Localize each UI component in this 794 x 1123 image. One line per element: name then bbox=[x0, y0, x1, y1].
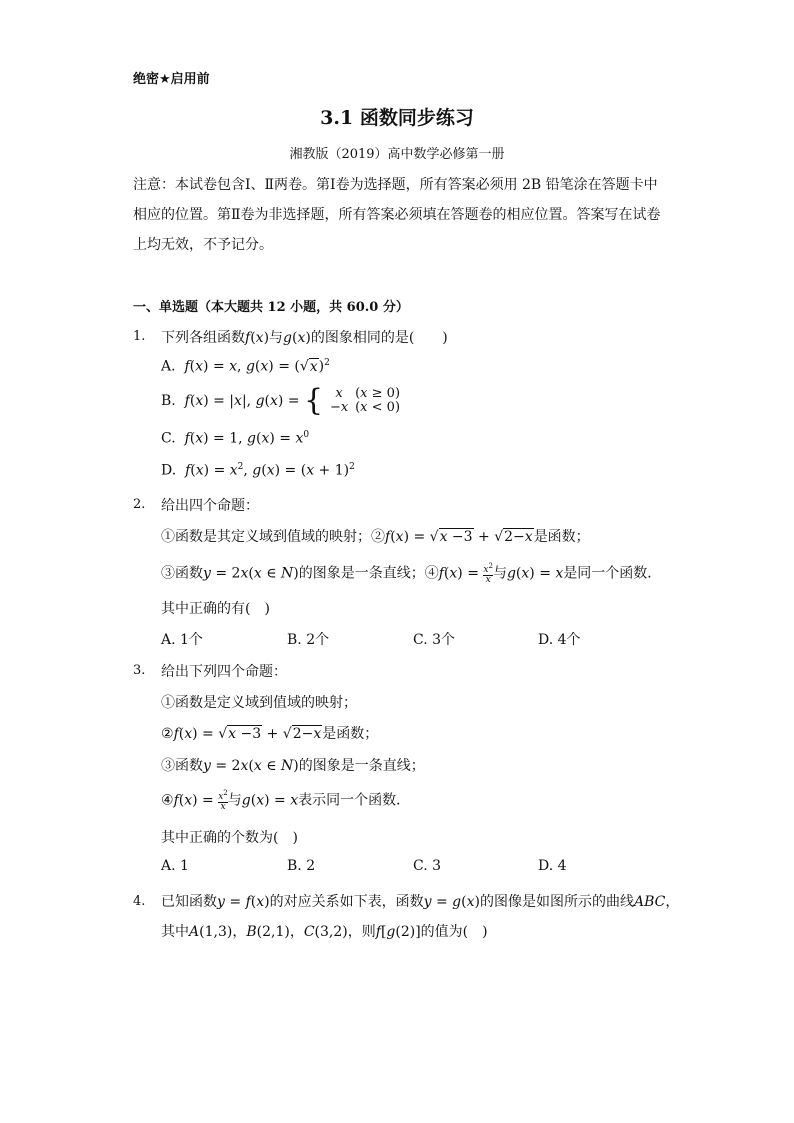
option-c[interactable]: C. 3 bbox=[413, 858, 442, 874]
exam-notice: 注意：本试卷包含Ⅰ、Ⅱ两卷。第Ⅰ卷为选择题，所有答案必须用 2B 铅笔涂在答题卡中相应的位置。第Ⅱ卷为非选择题，所有答案必须填在答题卷的相应位置。答案写在试卷上均无效，不予记分。 bbox=[133, 177, 661, 253]
proposition-line: ③函数y = 2x(x ∈ N)的图象是一条直线； bbox=[161, 758, 425, 774]
stem-text: ，则 bbox=[347, 924, 376, 940]
question-number: 4. bbox=[133, 894, 146, 909]
question-number: 1. bbox=[133, 329, 146, 344]
proposition-line: ①函数是其定义域到值域的映射；②f(x) = √x −3 + √2−x是函数； bbox=[161, 529, 590, 545]
proposition-text: ② bbox=[161, 726, 174, 742]
stem-text: 下列各组函数 bbox=[161, 330, 245, 346]
page-subtitle: 湘教版（2019）高中数学必修第一册 bbox=[289, 147, 505, 162]
option-d[interactable]: D. 4 bbox=[538, 858, 567, 874]
option-label: A. bbox=[161, 358, 176, 375]
option-c[interactable]: C. f(x) = 1, $g(x) = x^0$ bbox=[161, 430, 310, 447]
proposition-text: 是同一个函数． bbox=[563, 565, 662, 582]
proposition-text: 与 bbox=[227, 792, 242, 809]
question-stem: 给出下列四个命题： bbox=[161, 664, 287, 680]
question-stem: 下列各组函数f(x)与g(x)的图象相同的是( ) bbox=[161, 330, 448, 346]
proposition-text: 的图象是一条直线； bbox=[298, 758, 425, 774]
stem-text: 的图象相同的是( ) bbox=[310, 330, 448, 346]
option-d[interactable]: D. 4个 bbox=[538, 632, 581, 648]
option-b[interactable]: B. f(x) = |x|, g(x) = { x (x ≥ 0) −x (x < 0) bbox=[161, 383, 401, 418]
option-d[interactable]: D. $f(x) = x^2$, $g(x) = (x + 1)^2$ bbox=[161, 462, 355, 479]
question-number: 2. bbox=[133, 497, 146, 512]
option-label: D. bbox=[161, 462, 177, 479]
proposition-text: 是函数； bbox=[533, 529, 590, 545]
question-stem: 已知函数y = f(x)的对应关系如下表，函数y = g(x)的图像是如图所示的曲线ABC， bbox=[161, 894, 680, 910]
option-a[interactable]: A. 1 bbox=[161, 858, 189, 874]
section-heading: 一、单选题（本大题共 12 小题，共 60.0 分） bbox=[133, 300, 409, 315]
question-stem: 其中A(1,3)，B(2,1)，C(3,2)，则f[g(2)]的值为( ) bbox=[161, 924, 488, 940]
proposition-line: ④f(x) = $\frac{x^2}{x}$ 与g(x) = x表示同一个函数． bbox=[161, 789, 411, 812]
question-ask: 其中正确的有( ) bbox=[161, 601, 270, 617]
proposition-line: ③函数y = 2x(x ∈ N)的图象是一条直线；④f(x) = $\frac{x^2}{x}$ 与g(x) = x是同一个函数． bbox=[161, 562, 662, 585]
question-ask: 其中正确的个数为( ) bbox=[161, 830, 298, 846]
proposition-text: ③函数 bbox=[161, 758, 203, 774]
proposition-text: 的图象是一条直线； bbox=[298, 565, 425, 582]
proposition-line: ①函数是定义域到值域的映射； bbox=[161, 695, 357, 711]
stem-text: 其中 bbox=[161, 924, 189, 940]
stem-text: 的值为( ) bbox=[420, 924, 488, 940]
stem-text: 的图像是如图所示的曲线 bbox=[479, 894, 634, 910]
option-label: C. bbox=[161, 430, 176, 447]
option-label: B. bbox=[161, 393, 176, 409]
proposition-text: 表示同一个函数． bbox=[298, 792, 411, 809]
option-a[interactable]: A. 1个 bbox=[161, 632, 203, 648]
question-stem: 给出四个命题： bbox=[161, 498, 259, 514]
stem-text: 与 bbox=[269, 330, 284, 346]
option-c[interactable]: C. 3个 bbox=[413, 632, 456, 648]
proposition-text: ③函数 bbox=[161, 565, 203, 582]
page-title: 3.1 函数同步练习 bbox=[320, 107, 474, 129]
stem-text: 已知函数 bbox=[161, 894, 217, 910]
stem-text: 的对应关系如下表，函数 bbox=[269, 894, 424, 910]
option-b[interactable]: B. 2个 bbox=[287, 632, 330, 648]
proposition-text: ④ bbox=[424, 565, 439, 582]
confidential-label: 绝密★启用前 bbox=[133, 72, 210, 87]
proposition-line: ②f(x) = √x −3 + √2−x是函数； bbox=[161, 726, 379, 742]
proposition-text: 是函数； bbox=[322, 726, 379, 742]
proposition-text: 与 bbox=[492, 565, 507, 582]
question-number: 3. bbox=[133, 663, 146, 678]
proposition-text: ② bbox=[371, 529, 385, 545]
proposition-text: ④ bbox=[161, 792, 174, 809]
option-a[interactable]: A. f(x) = x, $g(x) = (√x)^2$ bbox=[161, 358, 330, 375]
proposition-text: ①函数是其定义域到值域的映射； bbox=[161, 529, 371, 545]
option-b[interactable]: B. 2 bbox=[287, 858, 316, 874]
